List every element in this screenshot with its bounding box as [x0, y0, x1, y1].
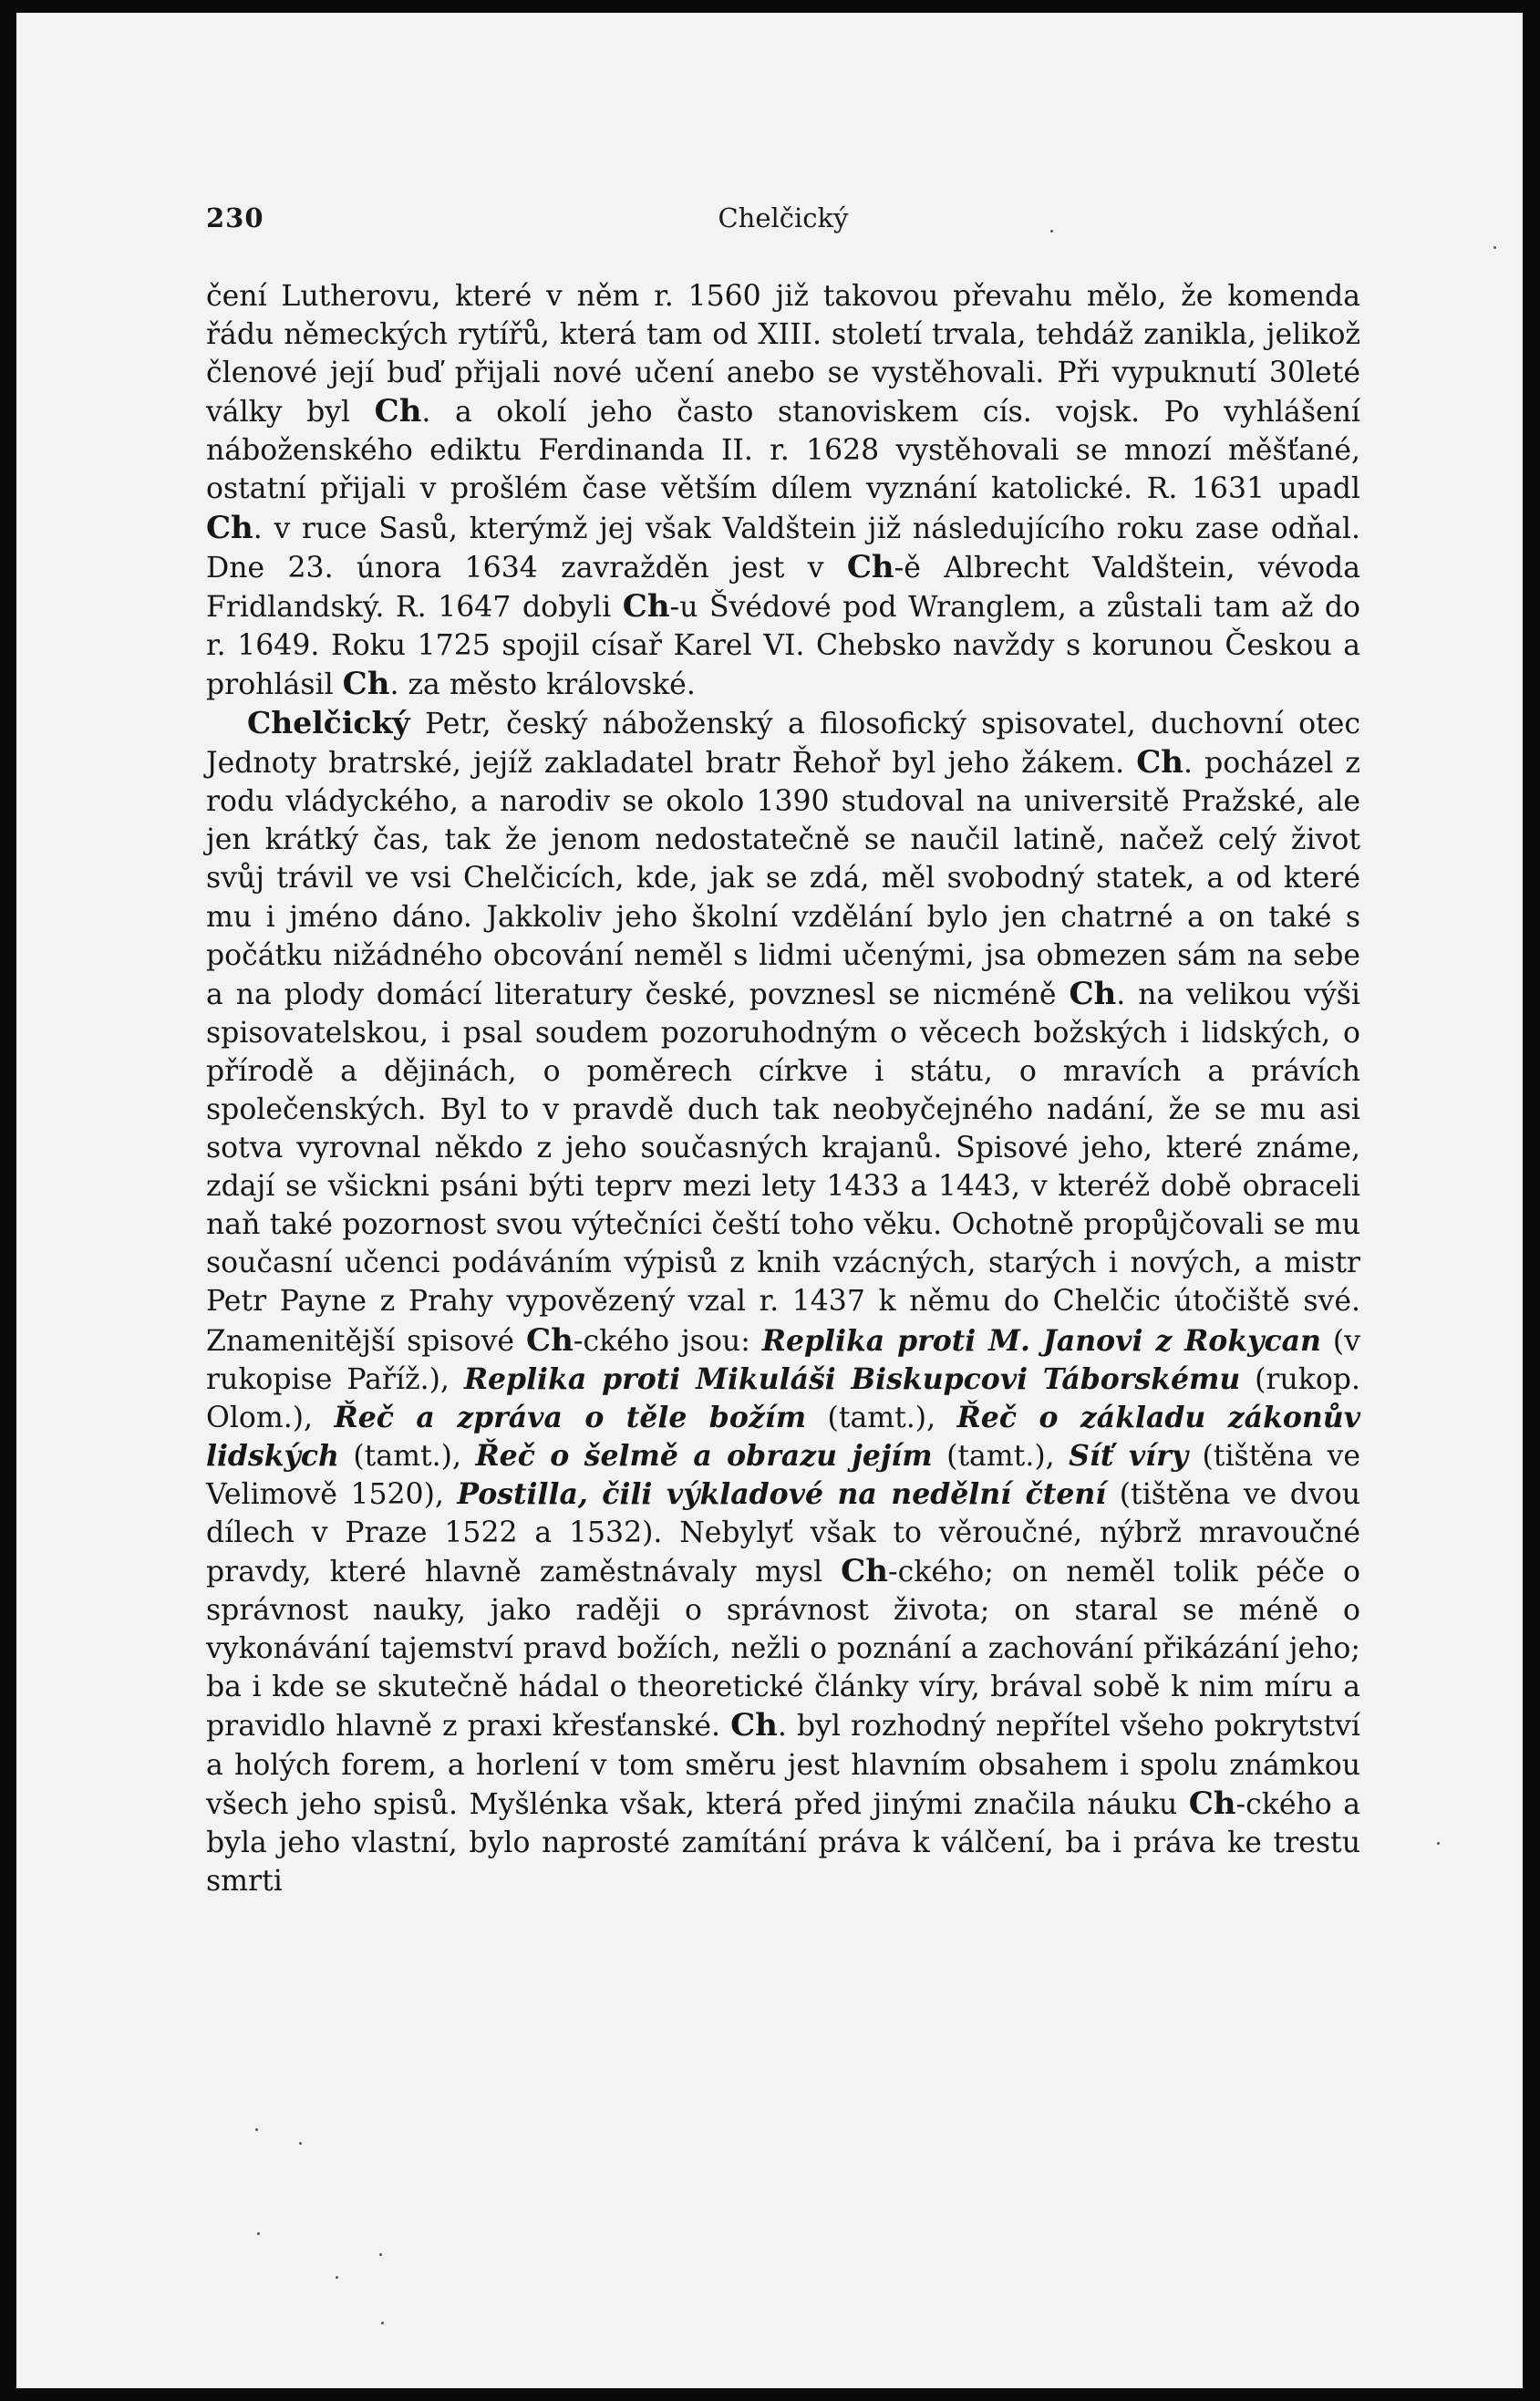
scan-speck	[1050, 230, 1053, 233]
entry-chelcicky	[206, 704, 1360, 1900]
scan-speck	[299, 2142, 302, 2145]
abbreviation: Ch	[730, 1707, 778, 1744]
text-run: (rukop. Olom.),	[206, 1362, 1360, 1434]
text-run: (tamt.),	[932, 1439, 1070, 1473]
text-run: . byl rozhodný nepřítel všeho pokrytství a holých forem, a horlení v tom směru jest hlavním obsahem i spolu známkou všech jeho spisů. Myšlénka však, která před jinými značila náuku	[206, 1710, 1361, 1821]
work-title: Řeč o šelmě a obrazu jejím	[475, 1438, 933, 1473]
page-number: 230	[206, 202, 264, 233]
abbreviation: Ch	[846, 548, 894, 585]
scan-speck	[1437, 1842, 1440, 1845]
abbreviation: Ch	[1069, 975, 1117, 1012]
work-title: Řeč o základu zákonův lidských	[206, 1400, 1361, 1473]
work-title: Řeč a zpráva o těle božím	[334, 1400, 807, 1434]
text-run: (tištěna ve Velimově 1520),	[206, 1439, 1360, 1511]
work-title: Postilla, čili výkladové na nedělní čtení	[457, 1476, 1107, 1511]
scan-speck	[1493, 246, 1496, 249]
scan-speck	[336, 2276, 338, 2279]
abbreviation: Ch	[622, 587, 670, 625]
text-run: (tamt.),	[806, 1401, 957, 1434]
scan-speck	[379, 2253, 382, 2256]
text-run: (tištěna ve dvou dílech v Praze 1522 a 1532). Nebylyť však to věroučné, nýbrž mravoučné pravdy, které hlavně zaměstnávaly mysl	[206, 1477, 1360, 1589]
entry-cheb-continuation	[206, 277, 1360, 704]
scan-speck	[257, 2232, 260, 2235]
text-run: -ckého jsou:	[573, 1324, 762, 1358]
page-body	[206, 277, 1360, 1900]
page-header	[206, 197, 1360, 243]
abbreviation: Ch	[526, 1321, 574, 1359]
running-title: Chelčický	[718, 202, 849, 233]
text-run: . na velikou výši spisovatelskou, i psal soudem pozoruhodným o věcech božských i lidských, o přírodě a dějinách, o poměrech církve i státu, o mravích a právích společenských. Byl to v pravdě duch tak neobyčejného nadání, že se mu asi sotva vyrovnal někdo z jeho současných krajanů. Spisové jeho, které známe, zdají se všickni psáni býti teprv mezi lety 1433 a 1443, v kteréž době obraceli naň také pozornost svou výtečníci čeští toho věku. Ochotně propůjčovali se mu současní učenci podáváním výpisů z knih vzácných, starých i nových, a mistr Petr Payne z Prahy vypovězený vzal r. 1437 k němu do Chelčic útočiště své. Znamenitější spisové	[206, 978, 1360, 1358]
work-title: Replika proti M. Janovi z Rokycan	[761, 1323, 1321, 1358]
text-run: -ě Albrecht Valdštein, vévoda Fridlandský. R. 1647 dobyli	[206, 551, 1360, 624]
text-run: čení Lutherovu, které v něm r. 1560 již takovou převahu mělo, že komenda řádu německých rytířů, která tam od XIII. století trvala, tehdáž zanikla, jelikož členové její buď přijali nové učení anebo se vystěhovali. Při vypuknutí 30leté války byl	[206, 280, 1360, 429]
text-run: Petr, český náboženský a filosofický spisovatel, duchovní otec Jednoty bratrské, jejíž zakladatel bratr Řehoř byl jeho žákem.	[206, 708, 1360, 781]
text-run: . za město královské.	[389, 668, 696, 701]
scan-speck	[381, 2322, 384, 2324]
entry-headword: Chelčický	[247, 705, 410, 741]
work-title: Replika proti Mikuláši Biskupcovi Táborskému	[463, 1361, 1241, 1396]
text-run: (v rukopise Paříž.),	[206, 1324, 1360, 1396]
abbreviation: Ch	[374, 393, 422, 430]
scan-speck	[255, 2128, 258, 2131]
text-run: -u Švédové pod Wranglem, a zůstali tam až do r. 1649. Roku 1725 spojil císař Karel VI. Chebsko navždy s korunou Českou a prohlásil	[206, 590, 1360, 701]
abbreviation: Ch	[342, 665, 390, 702]
work-title: Síť víry	[1069, 1438, 1189, 1473]
abbreviation: Ch	[206, 509, 253, 546]
abbreviation: Ch	[1188, 1785, 1236, 1822]
book-page	[16, 13, 1523, 2388]
text-run: . v ruce Sasů, kterýmž jej však Valdštein již následujícího roku zase odňal. Dne 23. února 1634 zavražděn jest v	[206, 512, 1360, 585]
text-run: -ckého; on neměl tolik péče o správnost nauky, jako raději o správnost života; on staral se méně o vykonávání tajemství pravd božích, nežli o poznání a zachování přikázání jeho; ba i kde se skutečně hádal o theoretické články víry, brával sobě k nim míru a pravidlo hlavně z praxi křesťanské.	[206, 1556, 1360, 1744]
text-run: . pocházel z rodu vládyckého, a narodiv se okolo 1390 studoval na universitě Pražské, ale jen krátký čas, tak že jenom nedostatečně se naučil latině, načež celý život svůj trávil ve vsi Chelčicích, kde, jak se zdá, měl svobodný statek, a od které mu i jméno dáno. Jakkoliv jeho školní vzdělání bylo jen chatrné a on také s počátku nižádného obcování neměl s lidmi učenými, jsa obmezen sám na sebe a na plody domácí literatury české, povznesl se nicméně	[206, 747, 1360, 1011]
text-run: -ckého a byla jeho vlastní, bylo naprosté zamítání práva k válčení, ba i práva ke trestu smrti	[206, 1787, 1360, 1898]
text-run: . a okolí jeho často stanoviskem cís. vojsk. Po vyhlášení náboženského ediktu Ferdinanda II. r. 1628 vystěhovali se mnozí měšťané, ostatní přijali v prošlém čase větším dílem vyznání katolické. R. 1631 upadl	[206, 396, 1360, 506]
abbreviation: Ch	[841, 1553, 888, 1590]
abbreviation: Ch	[1136, 744, 1184, 781]
text-run: (tamt.),	[338, 1439, 476, 1473]
